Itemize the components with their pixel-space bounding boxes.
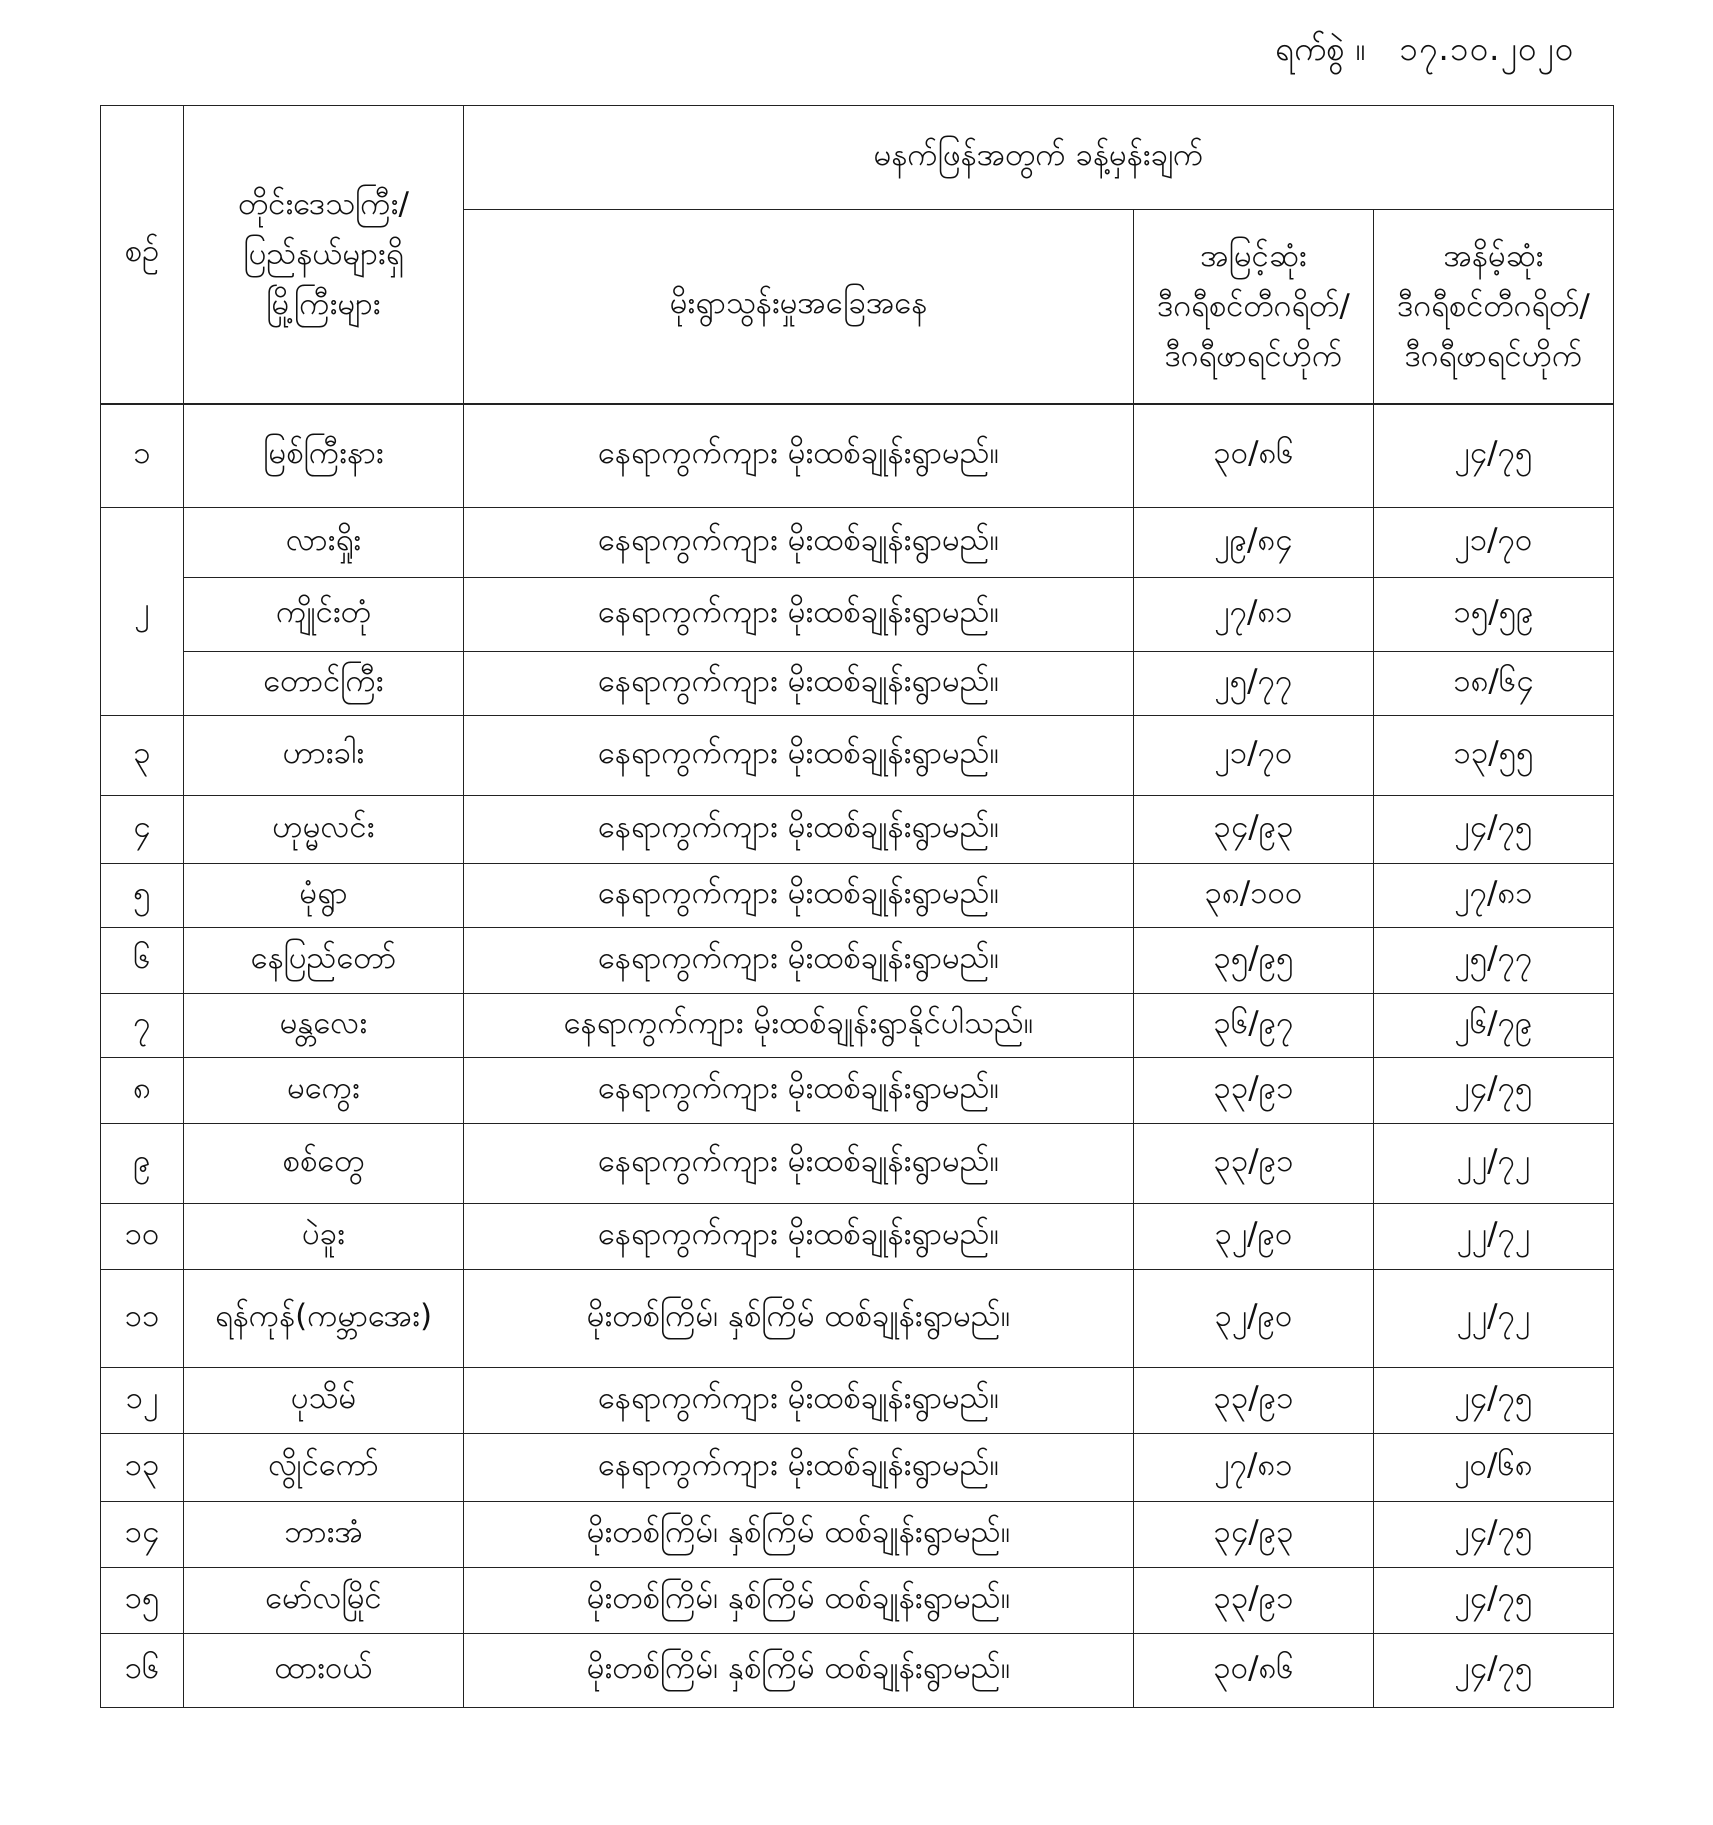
header-city-line: တိုင်းဒေသကြီး/: [238, 186, 409, 223]
min-temp-cell: ၂၄/၇၅: [1374, 404, 1614, 508]
max-temp-cell: ၂၇/၈၁: [1134, 1434, 1374, 1502]
report-date: [1275, 28, 1595, 77]
weather-cell: နေရာကွက်ကျား မိုးထစ်ချုန်းရွာမည်။: [464, 1204, 1134, 1270]
date-label: ရက်စွဲ ။: [1275, 29, 1366, 68]
city-cell: မန္တလေး: [184, 994, 464, 1058]
table-row: [101, 1058, 1614, 1124]
row-number: ၆: [101, 928, 184, 994]
header-min-temp: [1374, 210, 1614, 404]
header-no: စဉ်: [101, 106, 184, 404]
city-cell: ပုသိမ်: [184, 1368, 464, 1434]
weather-cell: နေရာကွက်ကျား မိုးထစ်ချုန်းရွာနိုင်ပါသည်။: [464, 994, 1134, 1058]
weather-cell: နေရာကွက်ကျား မိုးထစ်ချုန်းရွာမည်။: [464, 508, 1134, 578]
max-temp-cell: ၂၅/၇၇: [1134, 652, 1374, 716]
max-temp-cell: ၃၄/၉၃: [1134, 796, 1374, 864]
max-temp-cell: ၃၃/၉၁: [1134, 1568, 1374, 1634]
row-number: ၁၅: [101, 1568, 184, 1634]
max-temp-cell: ၂၇/၈၁: [1134, 578, 1374, 652]
city-cell: နေပြည်တော်: [184, 928, 464, 994]
table-body: [101, 404, 1614, 1708]
weather-cell: နေရာကွက်ကျား မိုးထစ်ချုန်းရွာမည်။: [464, 796, 1134, 864]
weather-cell: နေရာကွက်ကျား မိုးထစ်ချုန်းရွာမည်။: [464, 864, 1134, 928]
row-number: ၁: [101, 404, 184, 508]
date-value: ၁၇.၁၀.၂၀၂၀: [1399, 29, 1575, 68]
city-cell: ထားဝယ်: [184, 1634, 464, 1708]
table-row: [101, 928, 1614, 994]
table-row: [101, 404, 1614, 508]
min-temp-cell: ၂၂/၇၂: [1374, 1204, 1614, 1270]
min-temp-cell: ၂၂/၇၂: [1374, 1124, 1614, 1204]
table-row: [101, 652, 1614, 716]
weather-cell: မိုးတစ်ကြိမ်၊ နှစ်ကြိမ် ထစ်ချုန်းရွာမည်။: [464, 1634, 1134, 1708]
city-cell: ဘားအံ: [184, 1502, 464, 1568]
weather-cell: မိုးတစ်ကြိမ်၊ နှစ်ကြိမ် ထစ်ချုန်းရွာမည်။: [464, 1568, 1134, 1634]
table-row: [101, 508, 1614, 578]
header-max-line: ဒီဂရီစင်တီဂရိတ်/: [1157, 288, 1350, 325]
row-number: ၃: [101, 716, 184, 796]
header-city-line: မြို့ကြီးများ: [266, 286, 381, 323]
row-number: ၄: [101, 796, 184, 864]
city-cell: မော်လမြိုင်: [184, 1568, 464, 1634]
header-forecast-group: မနက်ဖြန်အတွက် ခန့်မှန်းချက်: [464, 106, 1614, 210]
table-row: [101, 1204, 1614, 1270]
row-number: ၅: [101, 864, 184, 928]
header-min-line: အနိမ့်ဆုံး: [1443, 238, 1544, 275]
table-header: [101, 106, 1614, 404]
min-temp-cell: ၂၀/၆၈: [1374, 1434, 1614, 1502]
table-row: [101, 1270, 1614, 1368]
row-number: ၁၆: [101, 1634, 184, 1708]
weather-cell: နေရာကွက်ကျား မိုးထစ်ချုန်းရွာမည်။: [464, 652, 1134, 716]
header-weather: မိုးရွာသွန်းမှုအခြေအနေ: [464, 210, 1134, 404]
header-city: [184, 106, 464, 404]
max-temp-cell: ၃၈/၁၀၀: [1134, 864, 1374, 928]
table-row: [101, 1634, 1614, 1708]
max-temp-cell: ၃၂/၉၀: [1134, 1204, 1374, 1270]
city-cell: ပဲခူး: [184, 1204, 464, 1270]
row-number: ၈: [101, 1058, 184, 1124]
min-temp-cell: ၂၇/၈၁: [1374, 864, 1614, 928]
weather-cell: နေရာကွက်ကျား မိုးထစ်ချုန်းရွာမည်။: [464, 1058, 1134, 1124]
table-row: [101, 796, 1614, 864]
weather-cell: နေရာကွက်ကျား မိုးထစ်ချုန်းရွာမည်။: [464, 1124, 1134, 1204]
city-cell: ဟားခါး: [184, 716, 464, 796]
weather-cell: မိုးတစ်ကြိမ်၊ နှစ်ကြိမ် ထစ်ချုန်းရွာမည်။: [464, 1502, 1134, 1568]
table-row: [101, 864, 1614, 928]
weather-cell: နေရာကွက်ကျား မိုးထစ်ချုန်းရွာမည်။: [464, 716, 1134, 796]
min-temp-cell: ၂၄/၇၅: [1374, 1502, 1614, 1568]
table-row: [101, 1368, 1614, 1434]
city-cell: တောင်ကြီး: [184, 652, 464, 716]
min-temp-cell: ၂၄/၇၅: [1374, 1368, 1614, 1434]
city-cell: မကွေး: [184, 1058, 464, 1124]
city-cell: ကျိုင်းတုံ: [184, 578, 464, 652]
row-number: ၁၄: [101, 1502, 184, 1568]
city-cell: ရန်ကုန်(ကမ္ဘာအေး): [184, 1270, 464, 1368]
max-temp-cell: ၂၉/၈၄: [1134, 508, 1374, 578]
row-number: ၉: [101, 1124, 184, 1204]
min-temp-cell: ၁၅/၅၉: [1374, 578, 1614, 652]
max-temp-cell: ၃၃/၉၁: [1134, 1058, 1374, 1124]
weather-cell: နေရာကွက်ကျား မိုးထစ်ချုန်းရွာမည်။: [464, 1368, 1134, 1434]
row-number: ၇: [101, 994, 184, 1058]
table-row: [101, 578, 1614, 652]
forecast-table: [100, 105, 1614, 1708]
header-max-line: အမြင့်ဆုံး: [1200, 238, 1307, 275]
min-temp-cell: ၂၄/၇၅: [1374, 1058, 1614, 1124]
table-row: [101, 716, 1614, 796]
max-temp-cell: ၃၅/၉၅: [1134, 928, 1374, 994]
min-temp-cell: ၂၄/၇၅: [1374, 1634, 1614, 1708]
min-temp-cell: ၂၅/၇၇: [1374, 928, 1614, 994]
table-row: [101, 994, 1614, 1058]
max-temp-cell: ၃၃/၉၁: [1134, 1368, 1374, 1434]
weather-cell: နေရာကွက်ကျား မိုးထစ်ချုန်းရွာမည်။: [464, 404, 1134, 508]
max-temp-cell: ၃၀/၈၆: [1134, 1634, 1374, 1708]
max-temp-cell: ၃၃/၉၁: [1134, 1124, 1374, 1204]
city-cell: လားရှိုး: [184, 508, 464, 578]
row-number: ၁၂: [101, 1368, 184, 1434]
city-cell: မုံရွာ: [184, 864, 464, 928]
row-number: ၁၀: [101, 1204, 184, 1270]
city-cell: ဟုမ္မလင်း: [184, 796, 464, 864]
weather-cell: နေရာကွက်ကျား မိုးထစ်ချုန်းရွာမည်။: [464, 928, 1134, 994]
min-temp-cell: ၂၄/၇၅: [1374, 796, 1614, 864]
max-temp-cell: ၃၀/၈၆: [1134, 404, 1374, 508]
max-temp-cell: ၃၂/၉၀: [1134, 1270, 1374, 1368]
table-row: [101, 1568, 1614, 1634]
table-row: [101, 1502, 1614, 1568]
min-temp-cell: ၂၄/၇၅: [1374, 1568, 1614, 1634]
min-temp-cell: ၂၁/၇၀: [1374, 508, 1614, 578]
header-min-line: ဒီဂရီစင်တီဂရိတ်/: [1397, 288, 1590, 325]
row-number: ၁၁: [101, 1270, 184, 1368]
weather-cell: နေရာကွက်ကျား မိုးထစ်ချုန်းရွာမည်။: [464, 1434, 1134, 1502]
city-cell: မြစ်ကြီးနား: [184, 404, 464, 508]
min-temp-cell: ၂၂/၇၂: [1374, 1270, 1614, 1368]
weather-cell: နေရာကွက်ကျား မိုးထစ်ချုန်းရွာမည်။: [464, 578, 1134, 652]
table-row: [101, 1434, 1614, 1502]
header-max-line: ဒီဂရီဖာရင်ဟိုက်: [1164, 338, 1343, 375]
max-temp-cell: ၂၁/၇၀: [1134, 716, 1374, 796]
table-row: [101, 1124, 1614, 1204]
max-temp-cell: ၃၄/၉၃: [1134, 1502, 1374, 1568]
min-temp-cell: ၂၆/၇၉: [1374, 994, 1614, 1058]
header-min-line: ဒီဂရီဖာရင်ဟိုက်: [1404, 338, 1583, 375]
row-number: ၂: [101, 508, 184, 716]
max-temp-cell: ၃၆/၉၇: [1134, 994, 1374, 1058]
min-temp-cell: ၁၈/၆၄: [1374, 652, 1614, 716]
city-cell: လွိုင်ကော်: [184, 1434, 464, 1502]
min-temp-cell: ၁၃/၅၅: [1374, 716, 1614, 796]
row-number: ၁၃: [101, 1434, 184, 1502]
header-max-temp: [1134, 210, 1374, 404]
city-cell: စစ်တွေ: [184, 1124, 464, 1204]
header-city-line: ပြည်နယ်များရှိ: [243, 236, 404, 273]
weather-cell: မိုးတစ်ကြိမ်၊ နှစ်ကြိမ် ထစ်ချုန်းရွာမည်။: [464, 1270, 1134, 1368]
